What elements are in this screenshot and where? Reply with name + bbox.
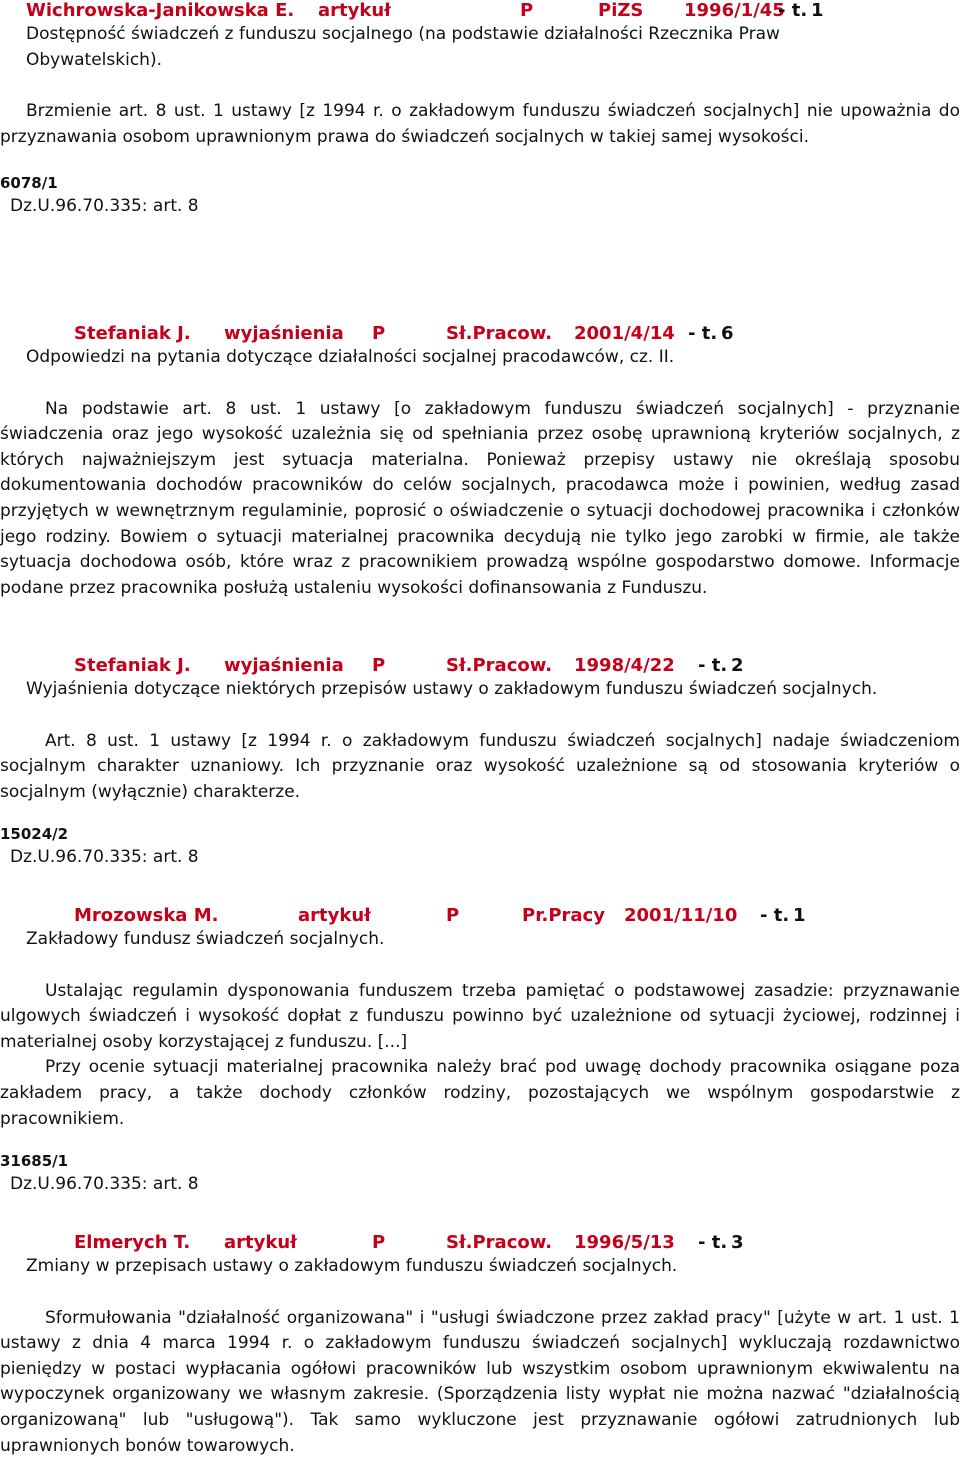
entry-ref[interactable]: Dz.U.96.70.335: art. 8	[10, 196, 199, 217]
entry-body	[0, 979, 960, 1056]
entry-issue[interactable]: 1996/1/45	[684, 0, 785, 21]
entry-author[interactable]: Wichrowska-Janikowska E.	[26, 0, 295, 21]
entry-1	[0, 323, 960, 601]
entry-ref[interactable]: Dz.U.96.70.335: art. 8	[10, 1174, 199, 1195]
entry-kind: P	[520, 0, 534, 21]
entry-title-line: Obywatelskich).	[26, 49, 162, 70]
entry-kind: P	[372, 1232, 386, 1253]
entry-code[interactable]: 6078/1	[0, 174, 58, 193]
entry-title-line: Dostępność świadczeń z funduszu socjalnego (na podstawie działalności Rzecznika Praw	[26, 24, 780, 44]
entry-ref[interactable]: Dz.U.96.70.335: art. 8	[10, 847, 199, 868]
entry-volume-label: - t.	[688, 323, 718, 344]
entry-kind: P	[372, 655, 386, 676]
entry-issue[interactable]: 2001/4/14	[574, 323, 675, 344]
entry-issue[interactable]: 1996/5/13	[574, 1232, 675, 1253]
entry-volume: 2	[731, 655, 744, 676]
entry-body-text: Art. 8 ust. 1 ustawy [z 1994 r. o zakładowym funduszu świadczeń socjalnych] nadaje świadczeniom socjalnym charakter uznaniowy. Ich przyznanie oraz wysokość uzależnione są od stosowania kryteriów o socjalnym (wyłącznie) charakterze.	[0, 730, 960, 802]
entry-header	[0, 323, 960, 345]
entry-body-text: Na podstawie art. 8 ust. 1 ustawy [o zakładowym funduszu świadczeń socjalnych] - przyznanie świadczenia oraz jego wysokość uzależnia się od spełniania przez osobę uprawnioną kryteriów socjalnych, z których najważniejszym jest sytuacja materialna. Ponieważ przepisy ustawy nie określają sposobu dokumentowania dochodów pracowników do celów socjalnych, pracodawca może i powinien, według zasad przyjętych w wewnętrznym regulaminie, poprosić o oświadczenie o sytuacji dochodowej pracownika i członków jego rodziny. Bowiem o sytuacji materialnej pracownika decydują nie tylko jego zarobki w firmie, ale także sytuacja dochodowa osób, które wraz z pracownikiem prowadzą wspólne gospodarstwo domowe. Informacje podane przez pracownika posłużą ustaleniu wysokości dofinansowania z Funduszu.	[0, 398, 960, 598]
entry-journal: Sł.Pracow.	[446, 655, 553, 676]
entry-volume-label: - t.	[778, 0, 808, 21]
entry-kind: P	[372, 323, 386, 344]
entry-2	[0, 655, 960, 870]
entry-body-2	[0, 1055, 960, 1132]
entry-body-text: Przy ocenie sytuacji materialnej pracownika należy brać pod uwagę dochody pracownika osiągane poza zakładem pracy, a także dochody członków rodziny, pozostających we wspólnym gospodarstwie z pracownikiem.	[0, 1057, 960, 1129]
entry-volume-label: - t.	[698, 1232, 728, 1253]
entry-volume-label: - t.	[698, 655, 728, 676]
entry-journal: Sł.Pracow.	[446, 323, 553, 344]
entry-body	[0, 729, 960, 806]
entry-title: Odpowiedzi na pytania dotyczące działalności socjalnej pracodawców, cz. II.	[26, 347, 675, 367]
entry-kind: P	[446, 905, 460, 926]
entry-volume-label: - t.	[760, 905, 790, 926]
entry-4	[0, 1232, 960, 1459]
entry-0	[0, 0, 960, 219]
entry-type: wyjaśnienia	[224, 655, 344, 676]
entry-header	[0, 0, 960, 22]
entry-body	[0, 99, 960, 150]
entry-body	[0, 1306, 960, 1459]
entry-author[interactable]: Stefaniak J.	[74, 323, 191, 344]
entry-header	[0, 655, 960, 677]
entry-title: Wyjaśnienia dotyczące niektórych przepisów ustawy o zakładowym funduszu świadczeń socjalnych.	[26, 679, 878, 699]
entry-3	[0, 905, 960, 1197]
entry-body	[0, 397, 960, 602]
entry-body-text: Sformułowania "działalność organizowana" i "usługi świadczone przez zakład pracy" [użyte w art. 1 ust. 1 ustawy z dnia 4 marca 1994 r. o zakładowym funduszu świadczeń socjalnych] wykluczają rozdawnictwo pieniędzy w postaci wypłacania ogółowi pracowników lub wszystkim osobom uprawnionym ekwiwalentu na wypoczynek organizowany we własnym zakresie. (Sporządzenia listy wypłat nie można nazwać "działalnością organizowaną" lub "usługową"). Tak samo wykluczone jest przyznawanie ogółowi zatrudnionych lub uprawnionych bonów towarowych.	[0, 1307, 960, 1456]
entry-title: Zmiany w przepisach ustawy o zakładowym funduszu świadczeń socjalnych.	[26, 1256, 678, 1276]
entry-volume: 3	[731, 1232, 744, 1253]
entry-code[interactable]: 15024/2	[0, 825, 69, 844]
entry-type: artykuł	[318, 0, 391, 21]
entry-journal: PiZS	[598, 0, 644, 21]
entry-type: wyjaśnienia	[224, 323, 344, 344]
entry-issue[interactable]: 2001/11/10	[624, 905, 738, 926]
entry-body-text: Ustalając regulamin dysponowania funduszem trzeba pamiętać o podstawowej zasadzie: przyznawanie ulgowych świadczeń i wysokość dopłat z funduszu powinno być uzależnione od sytuacji życiowej, rodzinnej i materialnej osoby korzystającej z funduszu. [...]	[0, 980, 960, 1052]
entry-body-text: Brzmienie art. 8 ust. 1 ustawy [z 1994 r. o zakładowym funduszu świadczeń socjalnych] nie upoważnia do przyznawania osobom uprawnionym prawa do świadczeń socjalnych w takiej samej wysokości.	[0, 101, 960, 147]
entry-type: artykuł	[224, 1232, 297, 1253]
entry-author[interactable]: Elmerych T.	[74, 1232, 191, 1253]
entry-code[interactable]: 31685/1	[0, 1152, 69, 1171]
entry-header	[0, 1232, 960, 1254]
entry-type: artykuł	[298, 905, 371, 926]
entry-title: Zakładowy fundusz świadczeń socjalnych.	[26, 929, 385, 949]
entry-volume: 1	[811, 0, 824, 21]
entry-author[interactable]: Stefaniak J.	[74, 655, 191, 676]
entry-issue[interactable]: 1998/4/22	[574, 655, 675, 676]
entry-journal: Pr.Pracy	[522, 905, 605, 926]
entry-author[interactable]: Mrozowska M.	[74, 905, 219, 926]
entry-volume: 6	[721, 323, 734, 344]
entry-volume: 1	[793, 905, 806, 926]
entry-journal: Sł.Pracow.	[446, 1232, 553, 1253]
entry-header	[0, 905, 960, 927]
